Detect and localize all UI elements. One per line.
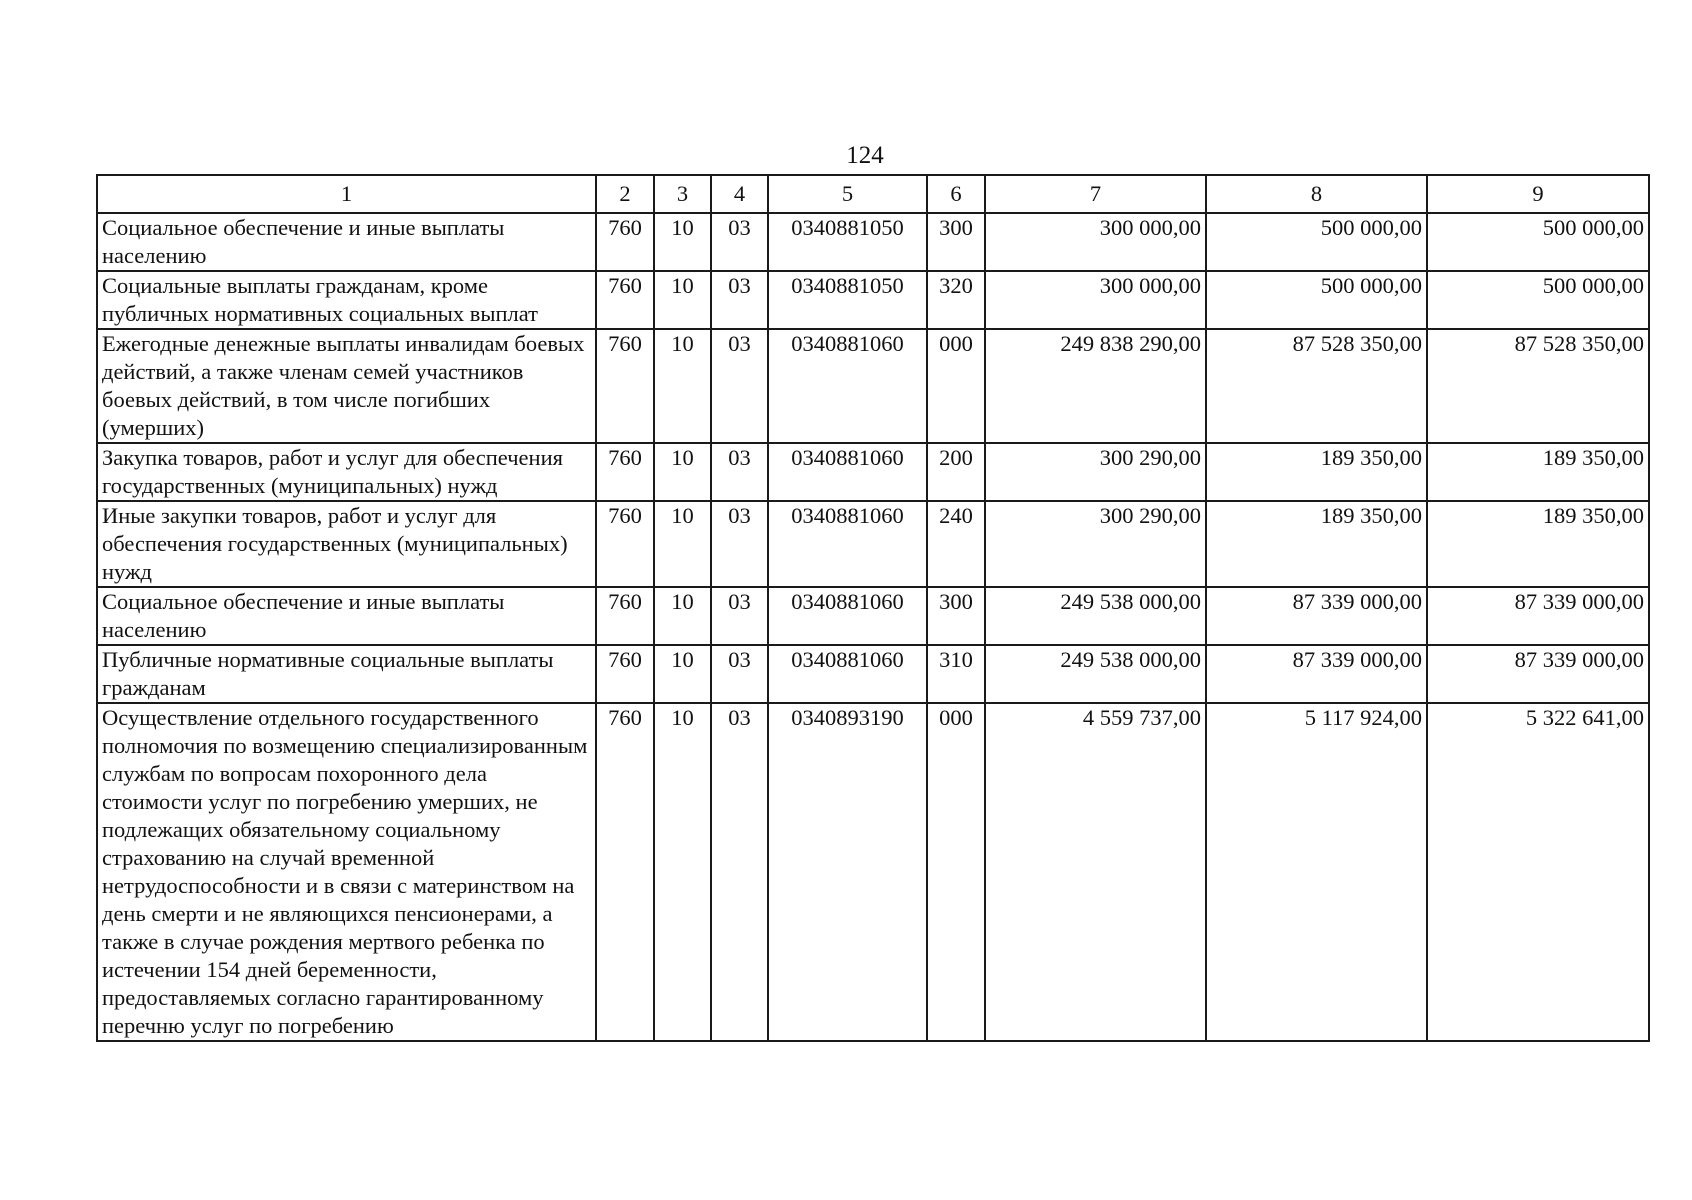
section-code: 10: [654, 587, 711, 645]
column-number-3: 3: [654, 175, 711, 213]
column-number-7: 7: [985, 175, 1206, 213]
subsection-code: 03: [711, 271, 768, 329]
amount-col-7: 300 000,00: [985, 271, 1206, 329]
column-number-1: 1: [97, 175, 596, 213]
department-code: 760: [596, 271, 654, 329]
section-code: 10: [654, 271, 711, 329]
amount-col-8: 500 000,00: [1206, 271, 1427, 329]
table-row: [97, 501, 1649, 587]
budget-table: [96, 174, 1650, 1042]
table-row: [97, 703, 1649, 1041]
amount-col-8: 189 350,00: [1206, 443, 1427, 501]
target-article-code: 0340881060: [768, 329, 927, 443]
amount-col-8: 87 339 000,00: [1206, 587, 1427, 645]
amount-col-9: 500 000,00: [1427, 213, 1649, 271]
amount-col-7: 249 838 290,00: [985, 329, 1206, 443]
expense-type-code: 300: [927, 213, 985, 271]
item-name: Публичные нормативные социальные выплаты гражданам: [97, 645, 596, 703]
subsection-code: 03: [711, 587, 768, 645]
subsection-code: 03: [711, 645, 768, 703]
item-name: Ежегодные денежные выплаты инвалидам боевых действий, а также членам семей участников боевых действий, в том числе погибших (умерших): [97, 329, 596, 443]
item-name: Закупка товаров, работ и услуг для обеспечения государственных (муниципальных) нужд: [97, 443, 596, 501]
amount-col-9: 189 350,00: [1427, 501, 1649, 587]
item-name: Иные закупки товаров, работ и услуг для обеспечения государственных (муниципальных) нужд: [97, 501, 596, 587]
expense-type-code: 310: [927, 645, 985, 703]
item-name: Социальное обеспечение и иные выплаты населению: [97, 587, 596, 645]
amount-col-7: 249 538 000,00: [985, 645, 1206, 703]
item-name: Социальное обеспечение и иные выплаты населению: [97, 213, 596, 271]
target-article-code: 0340881060: [768, 645, 927, 703]
department-code: 760: [596, 587, 654, 645]
amount-col-7: 4 559 737,00: [985, 703, 1206, 1041]
section-code: 10: [654, 501, 711, 587]
expense-type-code: 200: [927, 443, 985, 501]
subsection-code: 03: [711, 329, 768, 443]
target-article-code: 0340881050: [768, 271, 927, 329]
target-article-code: 0340881050: [768, 213, 927, 271]
department-code: 760: [596, 329, 654, 443]
table-row: [97, 213, 1649, 271]
amount-col-9: 189 350,00: [1427, 443, 1649, 501]
department-code: 760: [596, 443, 654, 501]
amount-col-9: 500 000,00: [1427, 271, 1649, 329]
subsection-code: 03: [711, 213, 768, 271]
table-row: [97, 645, 1649, 703]
subsection-code: 03: [711, 703, 768, 1041]
amount-col-9: 87 339 000,00: [1427, 645, 1649, 703]
target-article-code: 0340881060: [768, 501, 927, 587]
department-code: 760: [596, 703, 654, 1041]
item-name: Осуществление отдельного государственного полномочия по возмещению специализированным службам по вопросам похоронного дела стоимости услуг по погребению умерших, не подлежащих обязательному социальному страхованию на случай временной нетрудоспособности и в связи с материнством на день смерти и не являющихся пенсионерами, а также в случае рождения мертвого ребенка по истечении 154 дней беременности, предоставляемых согласно гарантированному перечню услуг по погребению: [97, 703, 596, 1041]
column-number-2: 2: [596, 175, 654, 213]
section-code: 10: [654, 329, 711, 443]
section-code: 10: [654, 443, 711, 501]
expense-type-code: 300: [927, 587, 985, 645]
department-code: 760: [596, 213, 654, 271]
page-number: 124: [846, 142, 884, 169]
amount-col-8: 500 000,00: [1206, 213, 1427, 271]
amount-col-9: 87 528 350,00: [1427, 329, 1649, 443]
amount-col-7: 300 290,00: [985, 443, 1206, 501]
column-number-4: 4: [711, 175, 768, 213]
amount-col-9: 87 339 000,00: [1427, 587, 1649, 645]
table-row: [97, 443, 1649, 501]
amount-col-8: 189 350,00: [1206, 501, 1427, 587]
amount-col-7: 300 000,00: [985, 213, 1206, 271]
column-number-5: 5: [768, 175, 927, 213]
section-code: 10: [654, 703, 711, 1041]
item-name: Социальные выплаты гражданам, кроме публичных нормативных социальных выплат: [97, 271, 596, 329]
amount-col-9: 5 322 641,00: [1427, 703, 1649, 1041]
department-code: 760: [596, 501, 654, 587]
expense-type-code: 000: [927, 329, 985, 443]
section-code: 10: [654, 213, 711, 271]
section-code: 10: [654, 645, 711, 703]
table-row: [97, 271, 1649, 329]
table-row: [97, 587, 1649, 645]
expense-type-code: 320: [927, 271, 985, 329]
amount-col-8: 87 339 000,00: [1206, 645, 1427, 703]
column-number-8: 8: [1206, 175, 1427, 213]
expense-type-code: 240: [927, 501, 985, 587]
target-article-code: 0340881060: [768, 443, 927, 501]
amount-col-7: 300 290,00: [985, 501, 1206, 587]
amount-col-8: 5 117 924,00: [1206, 703, 1427, 1041]
table-row: [97, 329, 1649, 443]
column-number-6: 6: [927, 175, 985, 213]
column-number-row: [97, 175, 1649, 213]
target-article-code: 0340881060: [768, 587, 927, 645]
amount-col-8: 87 528 350,00: [1206, 329, 1427, 443]
department-code: 760: [596, 645, 654, 703]
expense-type-code: 000: [927, 703, 985, 1041]
subsection-code: 03: [711, 443, 768, 501]
target-article-code: 0340893190: [768, 703, 927, 1041]
amount-col-7: 249 538 000,00: [985, 587, 1206, 645]
subsection-code: 03: [711, 501, 768, 587]
column-number-9: 9: [1427, 175, 1649, 213]
